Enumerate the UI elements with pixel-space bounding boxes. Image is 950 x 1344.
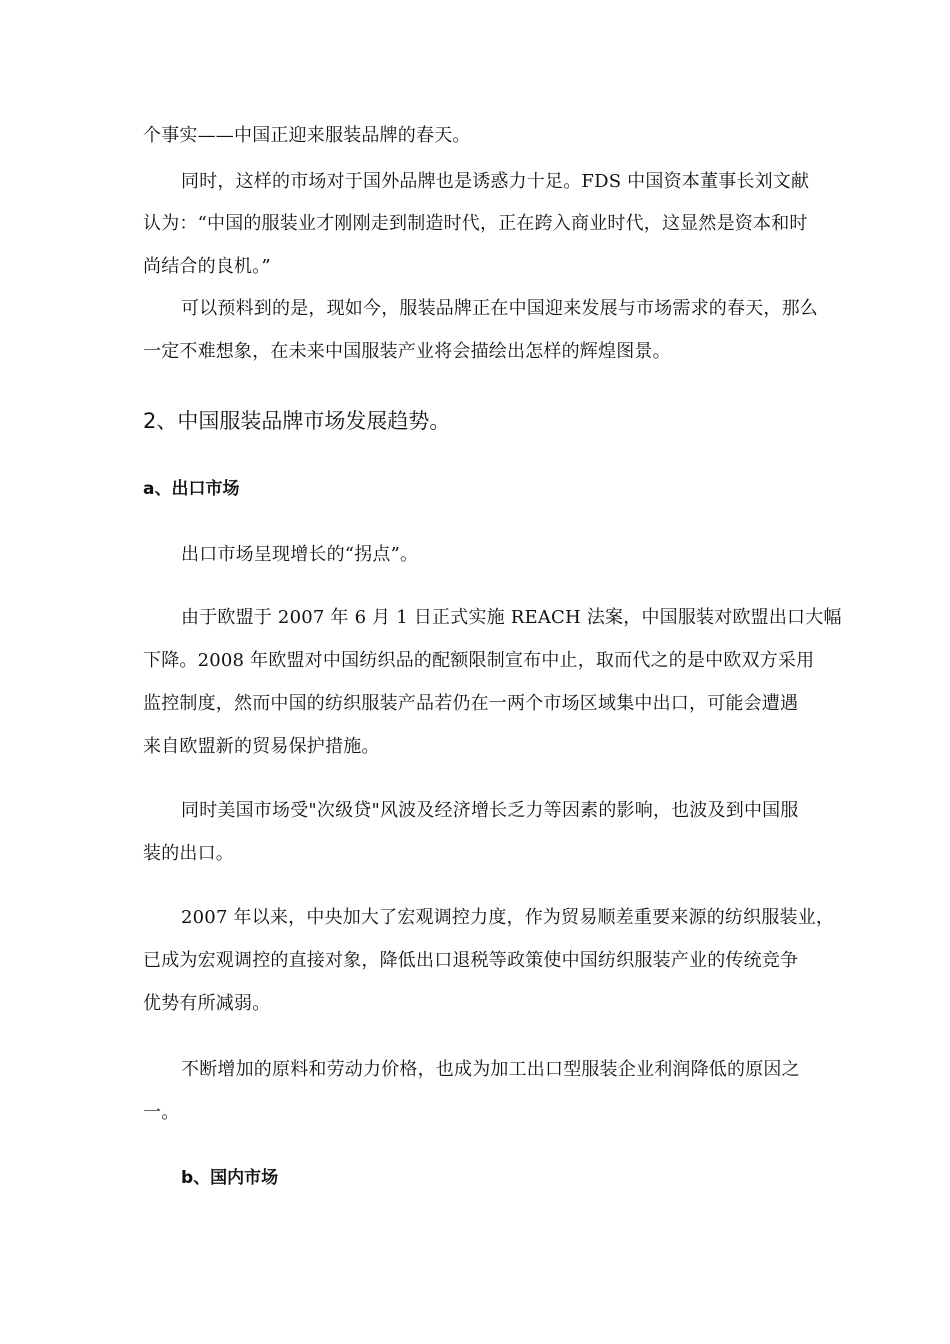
paragraph-line: 可以预料到的是，现如今，服装品牌正在中国迎来发展与市场需求的春天，那么 xyxy=(181,298,818,319)
paragraph-line: 一定不难想象，在未来中国服装产业将会描绘出怎样的辉煌图景。 xyxy=(143,341,671,362)
paragraph-line: 已成为宏观调控的直接对象，降低出口退税等政策使中国纺织服装产业的传统竞争 xyxy=(143,950,799,971)
paragraph-line: 监控制度，然而中国的纺织服装产品若仍在一两个市场区域集中出口，可能会遭遇 xyxy=(143,693,799,714)
paragraph-line: 个事实——中国正迎来服装品牌的春天。 xyxy=(143,125,471,146)
paragraph-line: 同时美国市场受"次级贷"风波及经济增长乏力等因素的影响，也波及到中国服 xyxy=(181,800,799,821)
paragraph-line: 不断增加的原料和劳动力价格，也成为加工出口型服装企业利润降低的原因之 xyxy=(181,1059,800,1080)
subsection-heading-domestic: b、国内市场 xyxy=(181,1168,279,1188)
paragraph-line: 一。 xyxy=(143,1102,180,1123)
paragraph-line: 装的出口。 xyxy=(143,843,234,864)
paragraph-line: 同时，这样的市场对于国外品牌也是诱惑力十足。FDS 中国资本董事长刘文献 xyxy=(181,171,810,192)
paragraph-line: 出口市场呈现增长的“拐点”。 xyxy=(181,544,419,565)
subsection-heading-export: a、出口市场 xyxy=(143,479,240,499)
paragraph-line: 下降。2008 年欧盟对中国纺织品的配额限制宣布中止，取而代之的是中欧双方采用 xyxy=(143,650,815,671)
paragraph-line: 尚结合的良机。” xyxy=(143,256,271,277)
paragraph-line: 认为：“中国的服装业才刚刚走到制造时代，正在跨入商业时代，这显然是资本和时 xyxy=(143,213,808,234)
paragraph-line: 由于欧盟于 2007 年 6 月 1 日正式实施 REACH 法案，中国服装对欧盟出口大幅 xyxy=(181,607,842,628)
paragraph-line: 来自欧盟新的贸易保护措施。 xyxy=(143,736,380,757)
section-heading: 2、中国服装品牌市场发展趋势。 xyxy=(143,409,451,433)
paragraph-line: 优势有所减弱。 xyxy=(143,993,271,1014)
paragraph-line: 2007 年以来，中央加大了宏观调控力度，作为贸易顺差重要来源的纺织服装业， xyxy=(181,907,835,928)
